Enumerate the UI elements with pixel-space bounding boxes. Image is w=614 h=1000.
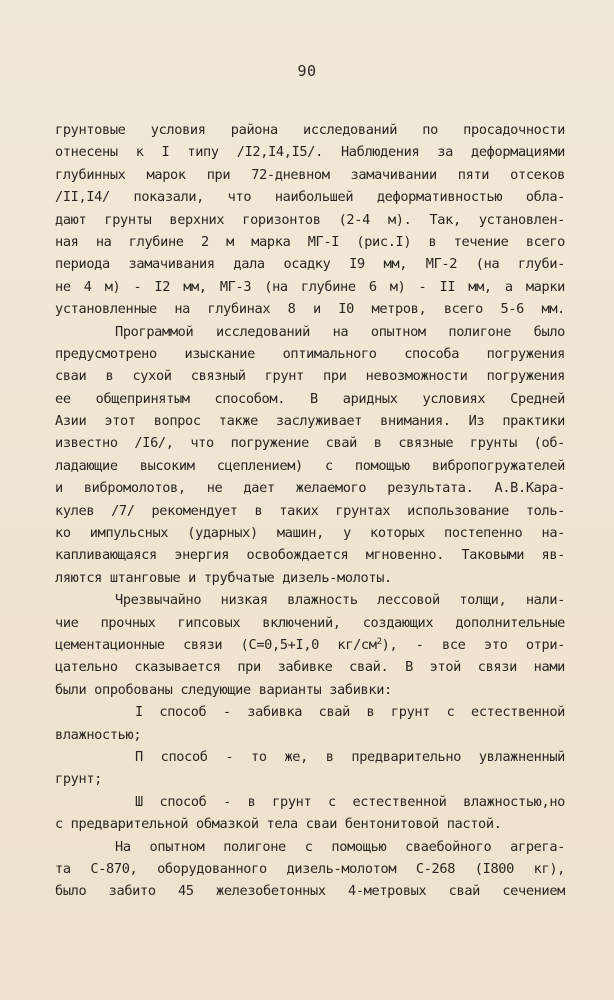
text-line: были опробованы следующие варианты забивки: xyxy=(55,681,392,698)
method-3-line: Ш способ - в грунт с естественной влажностью,но xyxy=(135,793,565,810)
text-line: периода замачивания дала осадку I9 мм, МГ-2 (на глуби- xyxy=(55,256,565,273)
text-line: отнесены к I типу /I2,I4,I5/. Наблюдения за деформациями xyxy=(55,144,565,161)
text-line: цательно сказывается при забивке свай. В этой связи нами xyxy=(55,659,565,676)
text-line: ная на глубине 2 м марка МГ-I (рис.I) в течение всего xyxy=(55,233,565,250)
text-line: ее общепринятым способом. В аридных условиях Средней xyxy=(55,390,565,407)
text-line: ко импульсных (ударных) машин, у которых постепенно на- xyxy=(55,525,565,542)
text-line: ляются штанговые и трубчатые дизель-молоты. xyxy=(55,569,392,586)
method-1-line: I способ - забивка свай в грунт с естественной xyxy=(135,704,565,721)
method-2-continuation: грунт; xyxy=(55,771,103,788)
formula-line xyxy=(55,634,565,656)
formula-text-before: цементационные связи (С=0,5+I,0 кг/см xyxy=(55,636,377,653)
body-text xyxy=(55,119,565,903)
text-line: Программой исследований на опытном полигоне было xyxy=(115,323,565,340)
text-line: /II,I4/ показали, что наибольшей деформативностью обла- xyxy=(55,189,565,206)
text-line: чие прочных гипсовых включений, создающих дополнительные xyxy=(55,614,565,631)
superscript: 2 xyxy=(376,636,382,647)
paragraph-4 xyxy=(55,836,565,903)
text-line: ладающие высоким сцеплением) с помощью вибропогружателей xyxy=(55,457,565,474)
formula-text-after: ), - все это отри- xyxy=(381,636,565,653)
text-line: та С-870, оборудованного дизель-молотом С-268 (I800 кг), xyxy=(55,860,565,877)
text-line: сваи в сухой связный грунт при невозможности погружения xyxy=(55,368,565,385)
text-line: не 4 м) - I2 мм, МГ-3 (на глубине 6 м) - II мм, а марки xyxy=(55,278,565,295)
text-line: На опытном полигоне с помощью сваебойного агрега- xyxy=(115,838,565,855)
methods-list xyxy=(55,701,565,835)
text-line: капливающаяся энергия освобождается мгновенно. Таковыми яв- xyxy=(55,547,565,564)
paragraph-3 xyxy=(55,589,565,701)
text-line: Азии этот вопрос также заслуживает внимания. Из практики xyxy=(55,413,565,430)
paragraph-1 xyxy=(55,119,565,321)
text-line: глубинных марок при 72-дневном замачивании пяти отсеков xyxy=(55,166,565,183)
method-1-continuation: влажностью; xyxy=(55,726,142,743)
text-line: предусмотрено изыскание оптимального способа погружения xyxy=(55,345,565,362)
text-line: Чрезвычайно низкая влажность лессовой толщи, нали- xyxy=(115,592,565,609)
text-line: установленные на глубинах 8 и I0 метров, всего 5-6 мм. xyxy=(55,301,565,318)
method-3-continuation: с предварительной обмазкой тела сваи бентонитовой пастой. xyxy=(55,816,502,833)
method-2-line: П способ - то же, в предварительно увлажненный xyxy=(135,748,565,765)
text-line: было забито 45 железобетонных 4-метровых свай сечением xyxy=(55,883,565,900)
text-line: дают грунты верхних горизонтов (2-4 м). Так, установлен- xyxy=(55,211,565,228)
text-line: грунтовые условия района исследований по просадочности xyxy=(55,122,565,138)
text-line: известно /I6/, что погружение свай в связные грунты (об- xyxy=(55,435,565,452)
text-line: и вибромолотов, не дает желаемого результата. А.В.Кара- xyxy=(55,480,565,497)
text-line: кулев /7/ рекомендует в таких грунтах использование толь- xyxy=(55,502,565,519)
paragraph-2 xyxy=(55,321,565,590)
page-number: 90 xyxy=(297,62,317,80)
